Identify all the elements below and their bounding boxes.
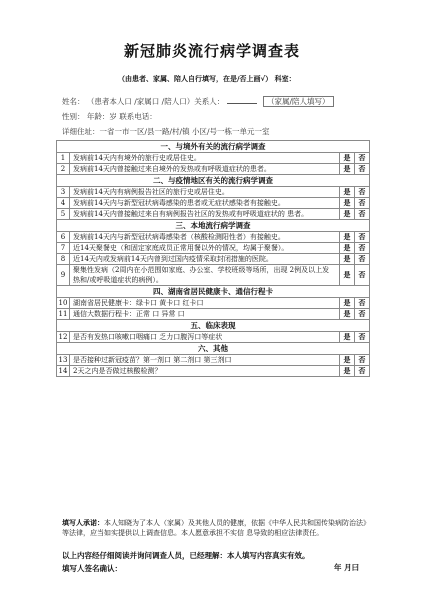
section-header (57, 286, 370, 298)
no-option[interactable]: 否 (355, 209, 370, 220)
question-text: 聚集性发病（2周内在小范围如家庭、办公室、学校班级等场所，出现 2例及以上发热和/或呼吸道症状的病例）。 (70, 265, 340, 286)
question-row (57, 164, 370, 175)
survey-table (56, 140, 370, 377)
no-option[interactable]: 否 (355, 366, 370, 377)
commitment-label: 填写人承诺： (62, 519, 104, 527)
signature-label: 填写人签名确认： (62, 564, 122, 573)
question-row (57, 232, 370, 243)
yes-option[interactable]: 是 (340, 366, 355, 377)
confirm-statement: 以上内容经仔细阅读并询问调查人员，已经理解：本人填写内容真实有效。 (62, 551, 310, 560)
question-text: 发病前14天内曾接触过来自有病例报告社区的发热或有呼吸道症状的 患者。 (70, 209, 340, 220)
section-title: 二、与疫情地区有关的流行病学调查 (57, 175, 370, 187)
question-number: 13 (57, 355, 70, 366)
yes-option[interactable]: 是 (340, 153, 355, 164)
question-text: 发病前14天内曾接触过来自境外的发热或有呼吸道症状的患者。 (70, 164, 340, 175)
no-option[interactable]: 否 (355, 243, 370, 254)
question-text: 发病前14天内有境外的旅行史或居住史。 (70, 153, 340, 164)
respondent-role: （患者本人口 /家属口 /陪人口）关系人： (86, 97, 225, 106)
question-number: 2 (57, 164, 70, 175)
address-line: 详细住址：一省一市一区/县一路/村/镇 小区/号一栋一单元一室 (62, 127, 270, 136)
commitment-text: 本人知晓为了本人（家属）及其他人员的健康，依据《中华人民共和国传染病防治法》等法律，应当如实提供以上调查信息。本人愿意承担不实信 息导致的相应法律责任。 (62, 519, 367, 537)
no-option[interactable]: 否 (355, 164, 370, 175)
question-row (57, 254, 370, 265)
question-row (57, 187, 370, 198)
question-row (57, 153, 370, 164)
yes-option[interactable]: 是 (340, 355, 355, 366)
yes-option[interactable]: 是 (340, 254, 355, 265)
question-number: 7 (57, 243, 70, 254)
yes-option[interactable]: 是 (340, 265, 355, 286)
question-number: 8 (57, 254, 70, 265)
question-row (57, 366, 370, 377)
yes-option[interactable]: 是 (340, 309, 355, 320)
no-option[interactable]: 否 (355, 198, 370, 209)
question-number: 3 (57, 187, 70, 198)
question-number: 12 (57, 332, 70, 343)
section-title: 三、本地流行病学调查 (57, 220, 370, 232)
question-text: 发病前14天内有病例报告社区的旅行史或居住史。 (70, 187, 340, 198)
question-row (57, 209, 370, 220)
section-title: 六、其他 (57, 343, 370, 355)
yes-option[interactable]: 是 (340, 232, 355, 243)
yes-option[interactable]: 是 (340, 164, 355, 175)
section-header (57, 320, 370, 332)
relation-note: （家属/陪人填写） (263, 96, 334, 107)
question-text: 发病前14天内与新型冠状病毒感染的患者或无症状感染者有接触史。 (70, 198, 340, 209)
form-instructions: （由患者、家属、陪人自行填写，在是/否上画√） 科室： (118, 75, 296, 83)
section-header (57, 141, 370, 153)
no-option[interactable]: 否 (355, 187, 370, 198)
gender-age-phone-line: 性别： 年龄：岁 联系电话： (62, 112, 157, 121)
name-line (62, 96, 334, 107)
question-row (57, 332, 370, 343)
question-row (57, 198, 370, 209)
question-number: 10 (57, 298, 70, 309)
yes-option[interactable]: 是 (340, 298, 355, 309)
yes-option[interactable]: 是 (340, 187, 355, 198)
commitment (62, 518, 368, 538)
question-text: 通信大数据行程卡：正常 口 异常 口 (70, 309, 340, 320)
section-title: 一、与境外有关的流行病学调查 (57, 141, 370, 153)
section-title: 五、临床表现 (57, 320, 370, 332)
no-option[interactable]: 否 (355, 153, 370, 164)
question-text: 发病前14天内与新型冠状病毒感染者（核酸检测阳性者）有接触史。 (70, 232, 340, 243)
no-option[interactable]: 否 (355, 265, 370, 286)
question-row (57, 309, 370, 320)
no-option[interactable]: 否 (355, 355, 370, 366)
question-number: 11 (57, 309, 70, 320)
question-number: 1 (57, 153, 70, 164)
signature-date: 年 月曰 (334, 563, 360, 572)
relation-field[interactable] (227, 103, 257, 104)
question-text: 是否接种过新冠疫苗？第一剂口 第二剂口 第三剂口 (70, 355, 340, 366)
question-number: 9 (57, 265, 70, 286)
section-title: 四、湖南省居民健康卡、通信行程卡 (57, 286, 370, 298)
question-text: 是否有发热口咳嗽口咽痛口 乏力口腹泻口等症状 (70, 332, 340, 343)
name-label: 姓名： (62, 97, 85, 106)
no-option[interactable]: 否 (355, 309, 370, 320)
section-header (57, 220, 370, 232)
question-number: 4 (57, 198, 70, 209)
yes-option[interactable]: 是 (340, 332, 355, 343)
question-row (57, 298, 370, 309)
no-option[interactable]: 否 (355, 254, 370, 265)
no-option[interactable]: 否 (355, 332, 370, 343)
question-text: 近14天内或发病前14天内曾到过国内疫情采取封闭措施的医院。 (70, 254, 340, 265)
section-header (57, 343, 370, 355)
question-text: 湖南省居民健康卡：绿卡口 黄卡口 红卡口 (70, 298, 340, 309)
yes-option[interactable]: 是 (340, 209, 355, 220)
question-row (57, 355, 370, 366)
no-option[interactable]: 否 (355, 298, 370, 309)
question-number: 5 (57, 209, 70, 220)
section-header (57, 175, 370, 187)
yes-option[interactable]: 是 (340, 243, 355, 254)
question-text: 2天之内是否做过核酸检测？ (70, 366, 340, 377)
question-row (57, 243, 370, 254)
page-title: 新冠肺炎流行病学调查表 (123, 42, 300, 60)
question-text: 近14天聚餐史（和固定家庭成员正常用餐以外的情况，均属于聚餐）。 (70, 243, 340, 254)
question-number: 14 (57, 366, 70, 377)
question-number: 6 (57, 232, 70, 243)
no-option[interactable]: 否 (355, 232, 370, 243)
yes-option[interactable]: 是 (340, 198, 355, 209)
question-row (57, 265, 370, 286)
